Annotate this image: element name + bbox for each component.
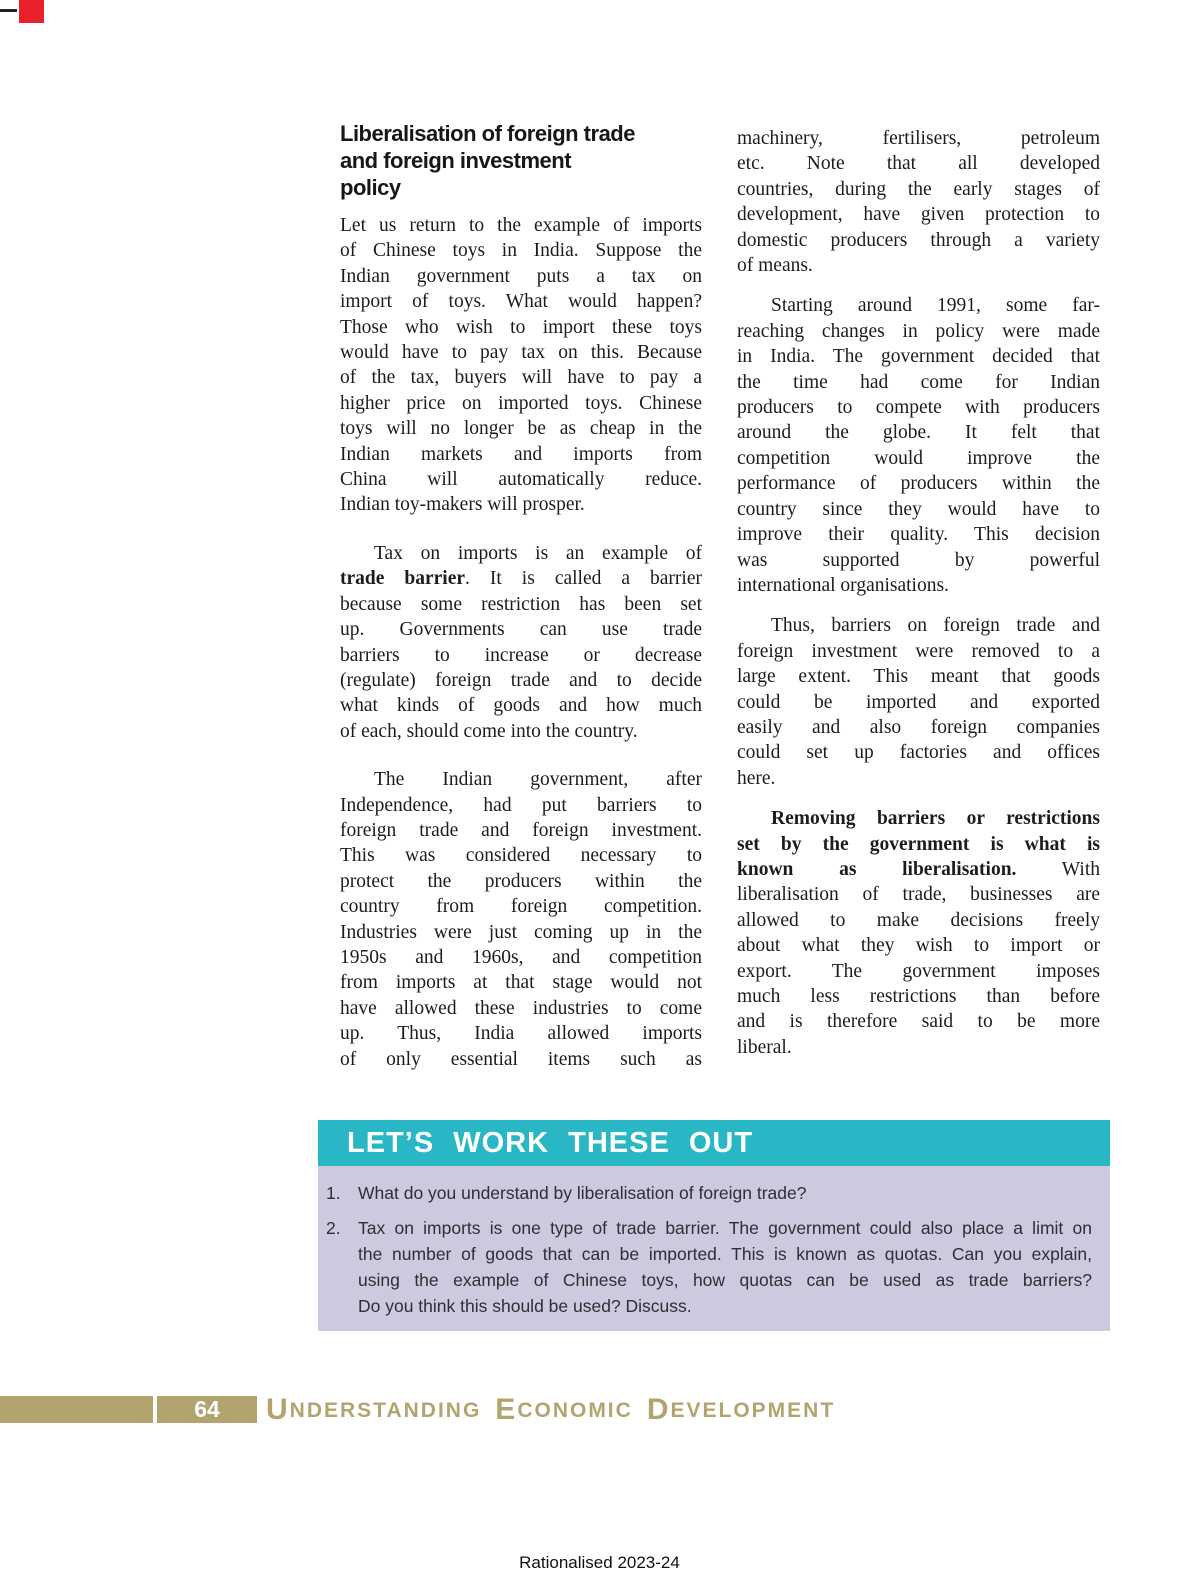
- heading-line: and foreign investment: [340, 148, 572, 173]
- text-line: in India. The government decided that: [737, 346, 1100, 368]
- word-initial: U: [266, 1393, 290, 1426]
- right-column-text: [737, 126, 1100, 1060]
- bold-text-run: Removing barriers or restrictions: [771, 808, 1100, 830]
- text-line: performance of producers within the: [737, 473, 1100, 495]
- word-initial: E: [495, 1393, 518, 1426]
- rationalised-note: Rationalised 2023-24: [519, 1553, 680, 1572]
- text-line: around the globe. It felt that: [737, 422, 1100, 444]
- book-title: [266, 1393, 836, 1426]
- paragraph: [340, 213, 702, 518]
- text-line: here.: [737, 767, 776, 789]
- text-run: . It is called a barrier: [465, 568, 702, 590]
- bold-text-run: set by the government is what is: [737, 833, 1100, 855]
- text-line: the number of goods that can be imported. This is known as quotas. Can you explain,: [358, 1244, 1092, 1264]
- workbox-item: [326, 1180, 1092, 1206]
- text-line: producers to compete with producers: [737, 397, 1100, 419]
- text-line: Thus, barriers on foreign trade and: [771, 615, 1100, 637]
- paragraph: [737, 806, 1100, 1060]
- heading-line: policy: [340, 175, 401, 200]
- text-line: because some restriction has been set: [340, 593, 702, 615]
- text-line: China will automatically reduce.: [340, 469, 702, 491]
- text-line: machinery, fertilisers, petroleum: [737, 128, 1100, 149]
- text-line: Let us return to the example of imports: [340, 215, 702, 236]
- text-line: protect the producers within the: [340, 870, 702, 892]
- text-line: liberalisation of trade, businesses are: [737, 884, 1100, 906]
- word-rest: EVELOPMENT: [670, 1399, 836, 1422]
- text-line: development, have given protection to: [737, 204, 1100, 226]
- paragraph: [737, 126, 1100, 278]
- book-title-word: [646, 1393, 836, 1426]
- text-line: Indian government puts a tax on: [340, 265, 702, 287]
- text-line: would have to pay tax on this. Because: [340, 342, 702, 364]
- text-line: from imports at that stage would not: [340, 972, 702, 994]
- text-line: [737, 832, 1100, 857]
- text-line: [737, 857, 1100, 882]
- text-line: could set up factories and offices: [737, 742, 1100, 764]
- text-line: of only essential items such as: [340, 1048, 702, 1070]
- text-line: allowed to make decisions freely: [737, 909, 1100, 931]
- text-line: Indian markets and imports from: [340, 443, 702, 465]
- text-line: what kinds of goods and how much: [340, 695, 702, 717]
- left-column-text: [340, 213, 702, 1072]
- text-line: large extent. This meant that goods: [737, 666, 1100, 688]
- item-text: [358, 1180, 1092, 1206]
- text-line: domestic producers through a variety: [737, 229, 1100, 251]
- text-line: reaching changes in policy were made: [737, 320, 1100, 342]
- text-line: countries, during the early stages of: [737, 178, 1100, 200]
- text-line: have allowed these industries to come: [340, 997, 702, 1019]
- text-line: What do you understand by liberalisation of foreign trade?: [358, 1183, 807, 1203]
- text-line: import of toys. What would happen?: [340, 291, 702, 313]
- section-heading: [340, 120, 702, 201]
- paragraph: [340, 541, 702, 744]
- text-run: With: [1016, 858, 1100, 880]
- text-line: foreign investment were removed to a: [737, 640, 1100, 662]
- bold-text-run: known as liberalisation.: [737, 858, 1017, 880]
- book-title-word: [495, 1393, 633, 1426]
- book-title-word: [266, 1393, 482, 1426]
- word-initial: D: [646, 1393, 671, 1426]
- text-line: Tax on imports is one type of trade barrier. The government could also place a limit on: [358, 1218, 1092, 1238]
- text-line: Independence, had put barriers to: [340, 794, 702, 816]
- paragraph: [340, 767, 702, 1072]
- workbox-item: [326, 1215, 1092, 1319]
- text-line: country since they would have to: [737, 498, 1100, 520]
- footer-bar: [0, 1396, 153, 1423]
- text-line: country from foreign competition.: [340, 896, 702, 918]
- workbox-header: [318, 1120, 1110, 1166]
- text-line: easily and also foreign companies: [737, 716, 1100, 738]
- text-line: competition would improve the: [737, 447, 1100, 469]
- text-line: Industries were just coming up in the: [340, 921, 702, 943]
- text-line: This was considered necessary to: [340, 845, 702, 867]
- text-line: of the tax, buyers will have to pay a: [340, 367, 702, 389]
- bold-text-run: trade barrier: [340, 568, 466, 590]
- item-number: 2.: [326, 1218, 341, 1238]
- text-line: [340, 566, 702, 591]
- workbox-title: LET’S WORK THESE OUT: [347, 1127, 754, 1159]
- workbox: [318, 1120, 1110, 1331]
- text-line: liberal.: [737, 1036, 792, 1058]
- text-line: (regulate) foreign trade and to decide: [340, 669, 702, 691]
- text-line: export. The government imposes: [737, 960, 1100, 982]
- text-line: about what they wish to import or: [737, 935, 1100, 957]
- text-line: could be imported and exported: [737, 691, 1100, 713]
- crop-mark: [0, 9, 17, 12]
- text-line: 1950s and 1960s, and competition: [340, 946, 702, 968]
- item-number: 1.: [326, 1183, 341, 1203]
- text-line: toys will no longer be as cheap in the: [340, 418, 702, 440]
- text-line: the time had come for Indian: [737, 371, 1100, 393]
- page-number-badge: [157, 1396, 257, 1423]
- page-number: 64: [194, 1396, 220, 1422]
- text-line: of each, should come into the country.: [340, 720, 638, 742]
- text-line: up. Governments can use trade: [340, 619, 702, 641]
- text-line: Those who wish to import these toys: [340, 316, 702, 338]
- text-line: using the example of Chinese toys, how quotas can be used as trade barriers?: [358, 1270, 1092, 1290]
- text-line: The Indian government, after: [374, 769, 702, 791]
- red-marker: [19, 0, 44, 23]
- right-column: [737, 126, 1100, 1075]
- text-line: Starting around 1991, some far-: [771, 295, 1100, 317]
- workbox-body: [318, 1166, 1110, 1331]
- text-line: much less restrictions than before: [737, 986, 1100, 1007]
- text-line: Tax on imports is an example of: [374, 542, 702, 564]
- text-line: Do you think this should be used? Discuss.: [358, 1296, 692, 1316]
- item-text: [358, 1215, 1092, 1319]
- text-line: international organisations.: [737, 574, 949, 596]
- heading-line: Liberalisation of foreign trade: [340, 121, 635, 146]
- paragraph: [737, 293, 1100, 598]
- text-line: of means.: [737, 255, 813, 277]
- text-line: was supported by powerful: [737, 549, 1100, 571]
- text-line: improve their quality. This decision: [737, 524, 1100, 546]
- text-line: of Chinese toys in India. Suppose the: [340, 240, 702, 262]
- text-line: [737, 806, 1100, 831]
- word-rest: CONOMIC: [517, 1399, 633, 1422]
- text-line: barriers to increase or decrease: [340, 644, 702, 666]
- text-line: up. Thus, India allowed imports: [340, 1023, 702, 1045]
- text-line: Indian toy-makers will prosper.: [340, 494, 585, 516]
- left-column: [340, 120, 702, 1072]
- paragraph: [737, 613, 1100, 791]
- text-line: and is therefore said to be more: [737, 1011, 1100, 1033]
- text-line: foreign trade and foreign investment.: [340, 819, 702, 841]
- text-line: etc. Note that all developed: [737, 153, 1100, 175]
- word-rest: NDERSTANDING: [289, 1399, 482, 1422]
- text-line: higher price on imported toys. Chinese: [340, 392, 702, 414]
